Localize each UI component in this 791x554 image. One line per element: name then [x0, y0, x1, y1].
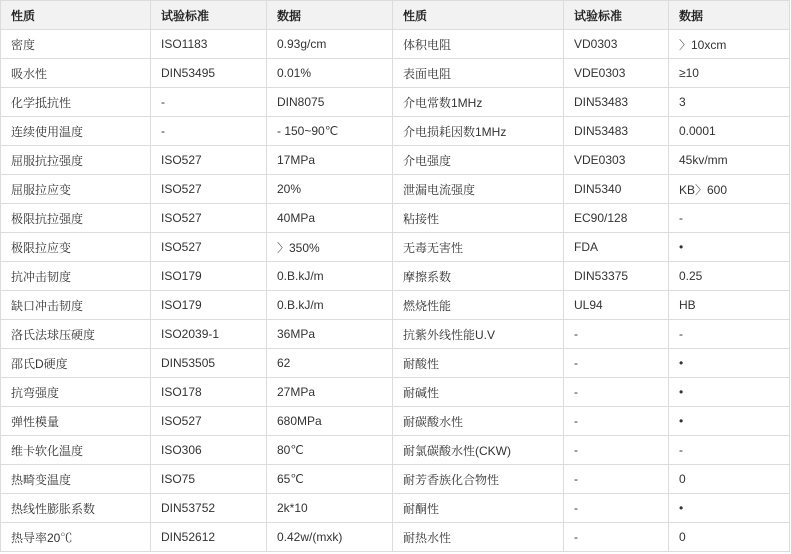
cell-test-standard: ISO75: [151, 465, 267, 494]
cell-value: 0: [669, 523, 790, 552]
cell-test-standard: ISO2039-1: [151, 320, 267, 349]
cell-property: 耐芳香族化合物性: [393, 465, 564, 494]
cell-value: 3: [669, 88, 790, 117]
cell-value: 80℃: [267, 436, 393, 465]
cell-value: 20%: [267, 175, 393, 204]
cell-property: 耐氯碳酸水性(CKW): [393, 436, 564, 465]
table-row: [1, 494, 790, 523]
cell-property: 屈服抗拉强度: [1, 146, 151, 175]
cell-test-standard: -: [564, 349, 669, 378]
table-row: [1, 378, 790, 407]
header-property: 性质: [393, 1, 564, 30]
table-row: [1, 465, 790, 494]
cell-value: -: [669, 320, 790, 349]
cell-test-standard: -: [151, 117, 267, 146]
cell-value: KB〉600: [669, 175, 790, 204]
table-body: [1, 30, 790, 552]
cell-value: ≥10: [669, 59, 790, 88]
cell-property: 体积电阻: [393, 30, 564, 59]
cell-property: 抗紫外线性能U.V: [393, 320, 564, 349]
cell-property: 吸水性: [1, 59, 151, 88]
cell-value: 0.42w/(mxk): [267, 523, 393, 552]
header-test-standard: 试验标准: [151, 1, 267, 30]
cell-value: •: [669, 407, 790, 436]
cell-test-standard: DIN53752: [151, 494, 267, 523]
cell-property: 泄漏电流强度: [393, 175, 564, 204]
header-row: [1, 1, 790, 30]
cell-property: 抗冲击韧度: [1, 262, 151, 291]
cell-property: 耐碱性: [393, 378, 564, 407]
table-row: [1, 175, 790, 204]
cell-test-standard: -: [151, 88, 267, 117]
cell-test-standard: EC90/128: [564, 204, 669, 233]
cell-value: 〉350%: [267, 233, 393, 262]
header-data: 数据: [267, 1, 393, 30]
table-row: [1, 320, 790, 349]
cell-property: 热畸变温度: [1, 465, 151, 494]
table-row: [1, 523, 790, 552]
header-property: 性质: [1, 1, 151, 30]
cell-test-standard: DIN53483: [564, 117, 669, 146]
cell-property: 维卡软化温度: [1, 436, 151, 465]
table-row: [1, 59, 790, 88]
cell-property: 极限抗拉强度: [1, 204, 151, 233]
cell-property: 缺口冲击韧度: [1, 291, 151, 320]
cell-property: 连续使用温度: [1, 117, 151, 146]
cell-property: 无毒无害性: [393, 233, 564, 262]
table-row: [1, 436, 790, 465]
cell-property: 邵氏D硬度: [1, 349, 151, 378]
cell-value: 0.B.kJ/m: [267, 262, 393, 291]
cell-value: 27MPa: [267, 378, 393, 407]
table-row: [1, 30, 790, 59]
cell-property: 介电强度: [393, 146, 564, 175]
cell-value: •: [669, 494, 790, 523]
cell-test-standard: ISO1183: [151, 30, 267, 59]
cell-property: 耐酸性: [393, 349, 564, 378]
cell-property: 密度: [1, 30, 151, 59]
cell-property: 屈服拉应变: [1, 175, 151, 204]
cell-test-standard: VD0303: [564, 30, 669, 59]
cell-test-standard: -: [564, 494, 669, 523]
cell-value: •: [669, 349, 790, 378]
cell-test-standard: VDE0303: [564, 146, 669, 175]
table-row: [1, 291, 790, 320]
cell-value: 0.93g/cm: [267, 30, 393, 59]
cell-test-standard: ISO527: [151, 146, 267, 175]
table-row: [1, 262, 790, 291]
cell-property: 热线性膨胀系数: [1, 494, 151, 523]
cell-test-standard: ISO527: [151, 407, 267, 436]
table-row: [1, 204, 790, 233]
cell-test-standard: -: [564, 523, 669, 552]
cell-test-standard: ISO527: [151, 204, 267, 233]
table-row: [1, 146, 790, 175]
table-header: [1, 1, 790, 30]
cell-test-standard: VDE0303: [564, 59, 669, 88]
cell-value: 0: [669, 465, 790, 494]
cell-test-standard: DIN53505: [151, 349, 267, 378]
cell-property: 表面电阻: [393, 59, 564, 88]
cell-property: 耐碳酸水性: [393, 407, 564, 436]
cell-value: -: [669, 204, 790, 233]
cell-value: 0.01%: [267, 59, 393, 88]
cell-test-standard: ISO179: [151, 291, 267, 320]
table-row: [1, 88, 790, 117]
cell-value: 680MPa: [267, 407, 393, 436]
cell-test-standard: DIN53495: [151, 59, 267, 88]
cell-value: 0.25: [669, 262, 790, 291]
cell-property: 粘接性: [393, 204, 564, 233]
cell-property: 燃烧性能: [393, 291, 564, 320]
cell-property: 耐酮性: [393, 494, 564, 523]
cell-test-standard: -: [564, 436, 669, 465]
cell-value: 0.B.kJ/m: [267, 291, 393, 320]
cell-value: 〉10xcm: [669, 30, 790, 59]
cell-test-standard: -: [564, 407, 669, 436]
header-test-standard: 试验标准: [564, 1, 669, 30]
cell-test-standard: ISO178: [151, 378, 267, 407]
cell-test-standard: ISO306: [151, 436, 267, 465]
cell-value: DIN8075: [267, 88, 393, 117]
cell-test-standard: ISO527: [151, 233, 267, 262]
table-row: [1, 117, 790, 146]
cell-test-standard: -: [564, 320, 669, 349]
header-data: 数据: [669, 1, 790, 30]
cell-value: 36MPa: [267, 320, 393, 349]
cell-value: 40MPa: [267, 204, 393, 233]
cell-test-standard: UL94: [564, 291, 669, 320]
cell-test-standard: -: [564, 465, 669, 494]
cell-property: 热导率20℃: [1, 523, 151, 552]
cell-test-standard: DIN5340: [564, 175, 669, 204]
cell-value: 62: [267, 349, 393, 378]
cell-value: -: [669, 436, 790, 465]
cell-property: 耐热水性: [393, 523, 564, 552]
cell-value: •: [669, 378, 790, 407]
cell-property: 极限拉应变: [1, 233, 151, 262]
cell-test-standard: DIN53375: [564, 262, 669, 291]
cell-value: 45kv/mm: [669, 146, 790, 175]
cell-value: 17MPa: [267, 146, 393, 175]
cell-test-standard: ISO527: [151, 175, 267, 204]
cell-value: HB: [669, 291, 790, 320]
cell-value: 65℃: [267, 465, 393, 494]
cell-test-standard: FDA: [564, 233, 669, 262]
cell-test-standard: -: [564, 378, 669, 407]
cell-value: 0.0001: [669, 117, 790, 146]
cell-property: 弹性模量: [1, 407, 151, 436]
cell-test-standard: DIN53483: [564, 88, 669, 117]
cell-property: 摩擦系数: [393, 262, 564, 291]
table-row: [1, 233, 790, 262]
cell-value: 2k*10: [267, 494, 393, 523]
cell-value: •: [669, 233, 790, 262]
table-row: [1, 407, 790, 436]
cell-property: 介电损耗因数1MHz: [393, 117, 564, 146]
cell-property: 介电常数1MHz: [393, 88, 564, 117]
cell-property: 洛氏法球压硬度: [1, 320, 151, 349]
cell-test-standard: DIN52612: [151, 523, 267, 552]
cell-test-standard: ISO179: [151, 262, 267, 291]
cell-value: - 150~90℃: [267, 117, 393, 146]
cell-property: 抗弯强度: [1, 378, 151, 407]
table-row: [1, 349, 790, 378]
cell-property: 化学抵抗性: [1, 88, 151, 117]
